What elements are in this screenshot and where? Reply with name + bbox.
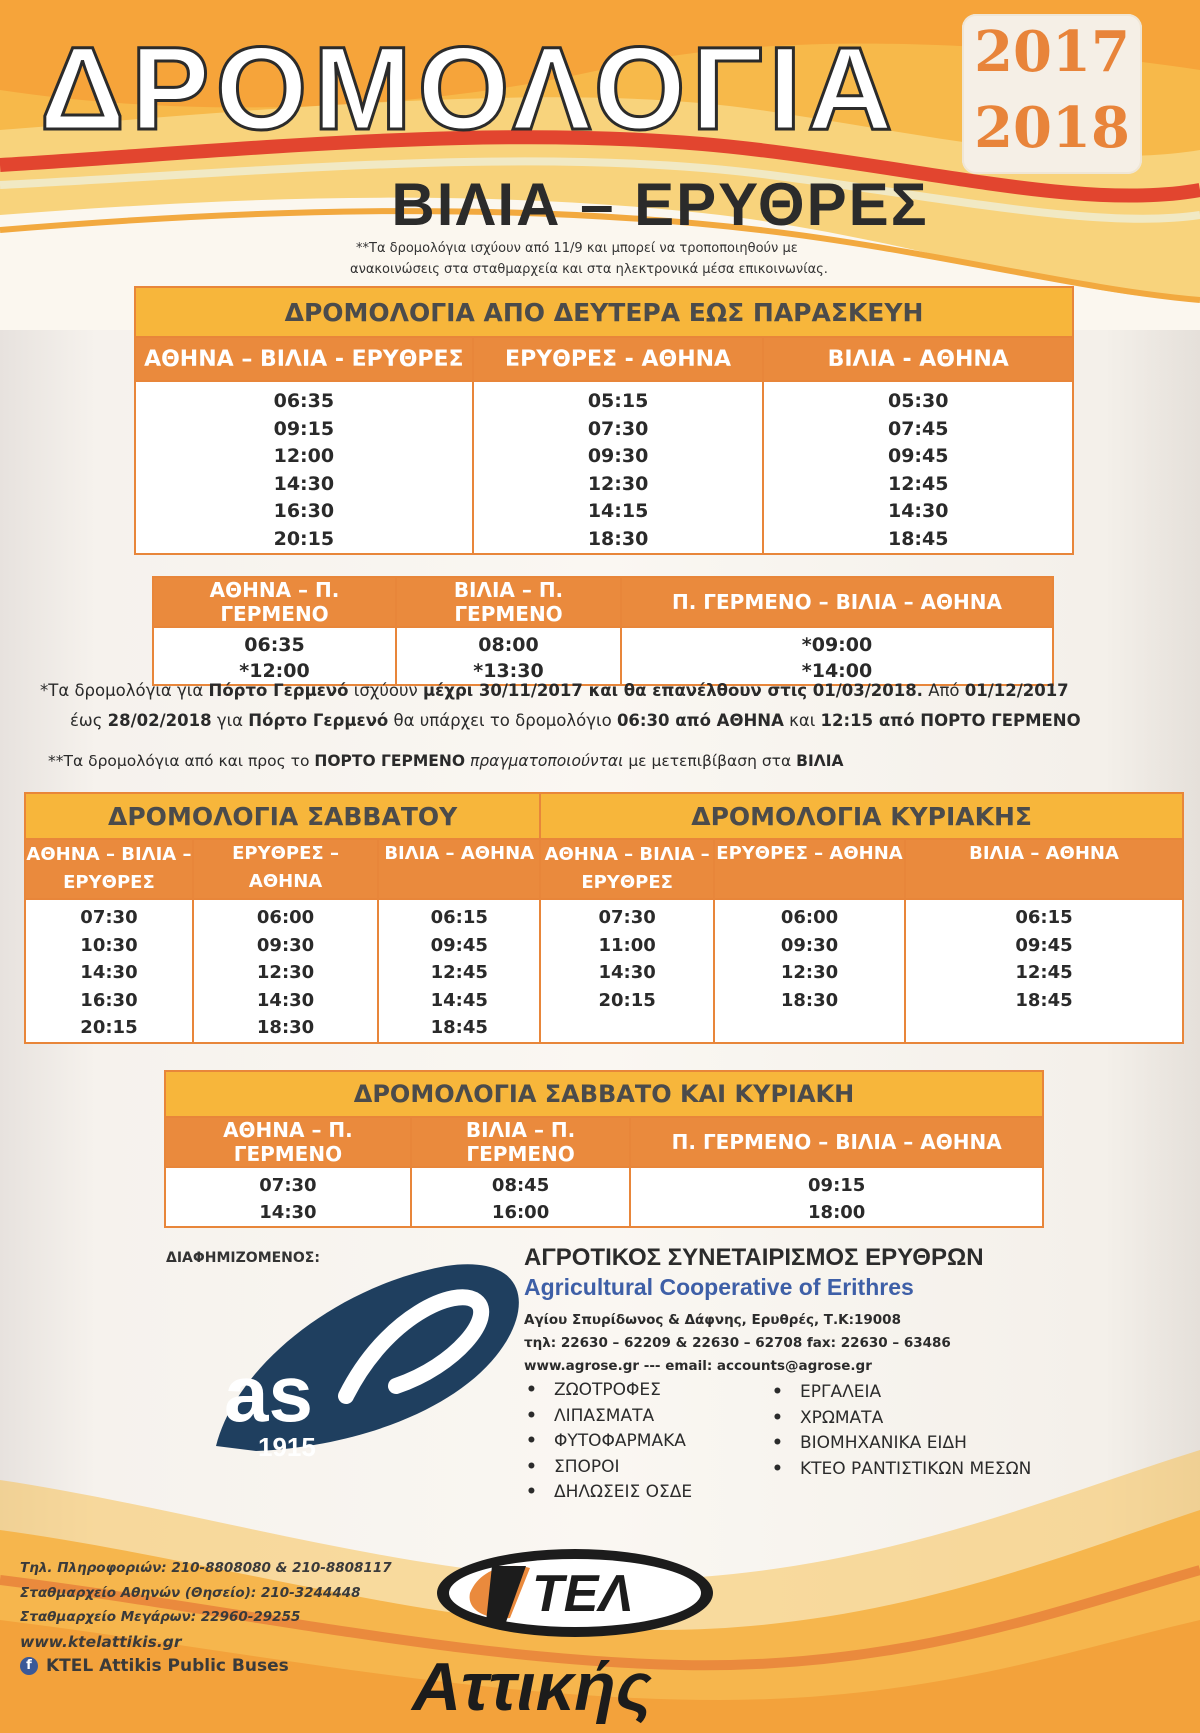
note-text: και xyxy=(783,711,821,730)
departure-time: 18:30 xyxy=(587,527,649,550)
year-end: 2018 xyxy=(974,95,1130,161)
note-text: Πόρτο Γερμενό xyxy=(208,681,349,700)
column-header: ΑΘΗΝΑ – Π. ΓΕΡΜΕΝΟ xyxy=(153,577,396,627)
times-column xyxy=(540,899,714,1043)
column-header: ΕΡΥΘΡΕΣ – ΑΘΗΝΑ xyxy=(714,839,905,899)
column-header: ΕΡΥΘΡΕΣ - ΑΘΗΝΑ xyxy=(473,337,764,381)
departure-time: 06:15 xyxy=(1015,907,1073,928)
facebook-link[interactable] xyxy=(20,1654,392,1679)
departure-time: 18:00 xyxy=(808,1202,866,1223)
validity-line-2: ανακοινώσεις στα σταθμαρχεία και στα ηλεκτρονικά μέσα επικοινωνίας. xyxy=(350,262,828,277)
note-text: ΠΟΡΤΟ ΓΕΡΜΕΝΟ xyxy=(314,752,466,770)
header-line: ΑΘΗΝΑ – ΒΙΛΙΑ – xyxy=(544,844,710,865)
departure-time: 12:45 xyxy=(1015,962,1073,983)
ktel-attikis-logo xyxy=(400,1538,770,1728)
departure-time: 06:35 xyxy=(273,390,335,412)
column-header xyxy=(25,839,193,899)
note-text: 06:30 από ΑΘΗΝΑ xyxy=(616,711,784,730)
departure-time: 06:35 xyxy=(244,634,305,656)
column-header: Π. ΓΕΡΜΕΝΟ – ΒΙΛΙΑ – ΑΘΗΝΑ xyxy=(621,577,1053,627)
athens-station-phone: Σταθμαρχείο Αθηνών (Θησείο): 210-3244448 xyxy=(20,1584,361,1601)
ktel-text: ΤΕΛ xyxy=(532,1565,634,1623)
column-header: ΒΙΛΙΑ – ΑΘΗΝΑ xyxy=(378,839,540,899)
departure-time: 09:15 xyxy=(273,417,335,440)
list-item: • ΛΙΠΑΣΜΑΤΑ xyxy=(526,1404,692,1430)
page-title: ΔΡΟΜΟΛΟΓΙΑ xyxy=(40,23,899,155)
departure-time: 18:45 xyxy=(887,527,949,550)
ktel-contacts xyxy=(20,1556,392,1679)
cooperative-web-email[interactable]: www.agrose.gr --- email: accounts@agrose.gr xyxy=(524,1358,872,1374)
departure-time: 14:45 xyxy=(430,989,488,1011)
logo-year: 1915 xyxy=(258,1432,316,1462)
departure-time: 05:15 xyxy=(587,390,649,412)
note-text: θα υπάρχει το δρομολόγιο xyxy=(388,711,617,730)
departure-time: 12:45 xyxy=(430,962,488,983)
times-column xyxy=(193,899,378,1043)
departure-time: 16:30 xyxy=(273,500,335,522)
note-text: μέχρι 30/11/2017 και θα επανέλθουν στις 01/03/2018. xyxy=(422,681,923,700)
cooperative-info xyxy=(524,1244,1084,1378)
germeno-weekday-timetable xyxy=(152,576,1054,686)
column-header: ΒΙΛΙΑ – Π. ΓΕΡΜΕΝΟ xyxy=(396,577,621,627)
note-line-2 xyxy=(40,706,1170,736)
list-item: • ΚΤΕΟ ΡΑΝΤΙΣΤΙΚΩΝ ΜΕΣΩΝ xyxy=(772,1457,1031,1483)
times-column xyxy=(25,899,193,1043)
header-line: ΕΡΥΘΡΕΣ xyxy=(63,872,155,893)
departure-time: 12:00 xyxy=(273,445,335,467)
column-header: ΑΘΗΝΑ – Π. ΓΕΡΜΕΝΟ xyxy=(165,1117,411,1167)
departure-time: 07:30 xyxy=(259,1175,317,1196)
departure-time: 12:30 xyxy=(587,472,649,495)
list-item: • ΧΡΩΜΑΤΑ xyxy=(772,1406,1031,1432)
logo-text: as xyxy=(224,1349,313,1438)
column-header: ΑΘΗΝΑ – ΒΙΛΙΑ - ΕΡΥΘΡΕΣ xyxy=(135,337,473,381)
times-column xyxy=(473,381,764,554)
departure-time: 08:00 xyxy=(478,634,539,656)
departure-time: 09:15 xyxy=(808,1175,866,1196)
weekend-germeno-timetable xyxy=(164,1070,1044,1228)
column-header xyxy=(540,839,714,899)
departure-time: 20:15 xyxy=(273,527,335,550)
departure-time: 14:30 xyxy=(259,1202,317,1223)
products-list-left xyxy=(526,1378,692,1506)
departure-time: 16:00 xyxy=(491,1202,550,1223)
validity-note xyxy=(350,238,910,280)
list-item: • ΕΡΓΑΛΕΙΑ xyxy=(772,1380,1031,1406)
departure-time: 07:30 xyxy=(598,907,656,928)
column-header: ΒΙΛΙΑ – ΑΘΗΝΑ xyxy=(905,839,1183,899)
column-header: ΕΡΥΘΡΕΣ – ΑΘΗΝΑ xyxy=(193,839,378,899)
year-badge xyxy=(962,14,1142,174)
list-item: • ΔΗΛΩΣΕΙΣ ΟΣΔΕ xyxy=(526,1480,692,1506)
note-text: 28/02/2018 xyxy=(107,711,212,730)
times-column xyxy=(905,899,1183,1043)
departure-time: 14:30 xyxy=(887,500,949,522)
departure-time: 18:30 xyxy=(256,1017,315,1038)
cooperative-logo xyxy=(196,1246,556,1486)
departure-time: 09:30 xyxy=(780,934,839,956)
cooperative-address: Αγίου Σπυρίδωνος & Δάφνης, Ερυθρές, Τ.Κ:19008 xyxy=(524,1312,901,1328)
departure-time: 06:00 xyxy=(256,907,315,928)
info-phone: Τηλ. Πληροφοριών: 210-8808080 & 210-8808117 xyxy=(20,1560,392,1576)
sponsor-label: ΔΙΑΦΗΜΙΖΟΜΕΝΟΣ: xyxy=(166,1250,320,1266)
facebook-label: KTEL Attikis Public Buses xyxy=(46,1656,289,1676)
note-text: έως xyxy=(70,711,108,730)
departure-time: 11:00 xyxy=(598,934,656,956)
times-column xyxy=(763,381,1073,554)
note-text: 12:15 από ΠΟΡΤΟ ΓΕΡΜΕΝΟ xyxy=(820,711,1081,730)
weekend-germeno-title: ΔΡΟΜΟΛΟΓΙΑ ΣΑΒΒΑΤΟ ΚΑΙ ΚΥΡΙΑΚΗ xyxy=(165,1071,1043,1117)
times-column xyxy=(135,381,473,554)
list-item: • ΣΠΟΡΟΙ xyxy=(526,1455,692,1481)
departure-time: 18:30 xyxy=(780,989,839,1011)
weekday-timetable xyxy=(134,286,1074,555)
facebook-icon: f xyxy=(20,1657,38,1675)
departure-time: 14:15 xyxy=(587,500,649,522)
products-list-right xyxy=(772,1380,1031,1482)
departure-time: *09:00 xyxy=(801,634,873,656)
departure-time: 18:45 xyxy=(430,1017,488,1038)
column-header: ΒΙΛΙΑ – Π. ΓΕΡΜΕΝΟ xyxy=(411,1117,631,1167)
departure-time: 07:30 xyxy=(587,417,649,440)
departure-time: 20:15 xyxy=(598,989,656,1011)
departure-time: 12:30 xyxy=(256,962,315,983)
departure-time: 18:45 xyxy=(1015,989,1073,1011)
header-line: ΑΘΗΝΑ – ΒΙΛΙΑ – xyxy=(26,844,192,865)
departure-time: 14:30 xyxy=(80,962,138,983)
departure-time: 09:45 xyxy=(887,445,949,467)
cooperative-contact xyxy=(524,1309,1084,1378)
list-item: • ΦΥΤΟΦΑΡΜΑΚΑ xyxy=(526,1429,692,1455)
departure-time: 12:30 xyxy=(780,962,839,983)
departure-time: 05:30 xyxy=(887,390,949,412)
times-column xyxy=(714,899,905,1043)
departure-time: *13:30 xyxy=(473,660,544,682)
attikis-text: Αττικής xyxy=(412,1649,652,1725)
year-start: 2017 xyxy=(974,19,1130,85)
departure-time: 16:30 xyxy=(80,989,138,1011)
cooperative-name-english: Agricultural Cooperative of Erithres xyxy=(524,1274,914,1300)
departure-time: 06:15 xyxy=(430,907,488,928)
column-header: ΒΙΛΙΑ - ΑΘΗΝΑ xyxy=(763,337,1073,381)
route-title: ΒΙΛΙΑ – ΕΡΥΘΡΕΣ xyxy=(391,171,929,238)
note-text: πραγματοποιούνται xyxy=(465,752,624,770)
note-text: **Τα δρομολόγια από και προς το xyxy=(48,752,315,770)
list-item: • ΖΩΟΤΡΟΦΕΣ xyxy=(526,1378,692,1404)
note-text: ισχύουν xyxy=(348,681,423,700)
saturday-title: ΔΡΟΜΟΛΟΓΙΑ ΣΑΒΒΑΤΟΥ xyxy=(25,793,540,839)
header-line: ΕΡΥΘΡΕΣ xyxy=(581,872,673,893)
note-text: 01/12/2017 xyxy=(964,681,1069,700)
weekend-timetable xyxy=(24,792,1184,1044)
note-text: για xyxy=(211,711,249,730)
weekday-title: ΔΡΟΜΟΛΟΓΙΑ ΑΠΟ ΔΕΥΤΕΡΑ ΕΩΣ ΠΑΡΑΣΚΕΥΗ xyxy=(135,287,1073,337)
departure-time: 09:30 xyxy=(256,934,315,956)
transfer-note xyxy=(48,752,843,770)
departure-time: 07:30 xyxy=(80,907,138,928)
cooperative-phones: τηλ: 22630 – 62209 & 22630 – 62708 fax: 22630 – 63486 xyxy=(524,1335,951,1351)
note-text: με μετεπιβίβαση στα xyxy=(623,752,797,770)
germeno-note xyxy=(40,676,1170,736)
departure-time: 14:30 xyxy=(598,962,656,983)
times-column xyxy=(378,899,540,1043)
times-column xyxy=(165,1167,411,1227)
times-column xyxy=(411,1167,631,1227)
megara-station-phone: Σταθμαρχείο Μεγάρων: 22960-29255 xyxy=(20,1609,301,1625)
list-item: • ΒΙΟΜΗΧΑΝΙΚΑ ΕΙΔΗ xyxy=(772,1431,1031,1457)
departure-time: 12:45 xyxy=(887,472,949,495)
times-column xyxy=(630,1167,1043,1227)
column-header: Π. ΓΕΡΜΕΝΟ – ΒΙΛΙΑ – ΑΘΗΝΑ xyxy=(630,1117,1043,1167)
departure-time: 08:45 xyxy=(491,1175,550,1196)
cooperative-name-greek: ΑΓΡΟΤΙΚΟΣ ΣΥΝΕΤΑΙΡΙΣΜΟΣ ΕΡΥΘΡΩΝ xyxy=(524,1244,984,1271)
validity-line-1: **Τα δρομολόγια ισχύουν από 11/9 και μπορεί να τροποποιηθούν με xyxy=(356,241,798,256)
sunday-title: ΔΡΟΜΟΛΟΓΙΑ ΚΥΡΙΑΚΗΣ xyxy=(540,793,1183,839)
departure-time: 14:30 xyxy=(256,989,315,1011)
ktel-website-link[interactable]: www.ktelattikis.gr xyxy=(20,1632,182,1651)
departure-time: 10:30 xyxy=(80,934,138,956)
departure-time: 09:45 xyxy=(1015,934,1073,956)
departure-time: 09:45 xyxy=(430,934,488,956)
note-text: Από xyxy=(922,681,965,700)
departure-time: 20:15 xyxy=(80,1017,138,1038)
departure-time: 09:30 xyxy=(587,445,649,467)
departure-time: *12:00 xyxy=(239,660,310,682)
departure-time: 06:00 xyxy=(780,907,839,928)
departure-time: 14:30 xyxy=(273,472,335,495)
note-text: Πόρτο Γερμενό xyxy=(248,711,389,730)
note-text: *Τα δρομολόγια για xyxy=(40,681,209,700)
departure-time: 07:45 xyxy=(887,417,949,440)
departure-time: *14:00 xyxy=(801,660,873,682)
note-text: ΒΙΛΙΑ xyxy=(796,752,844,770)
